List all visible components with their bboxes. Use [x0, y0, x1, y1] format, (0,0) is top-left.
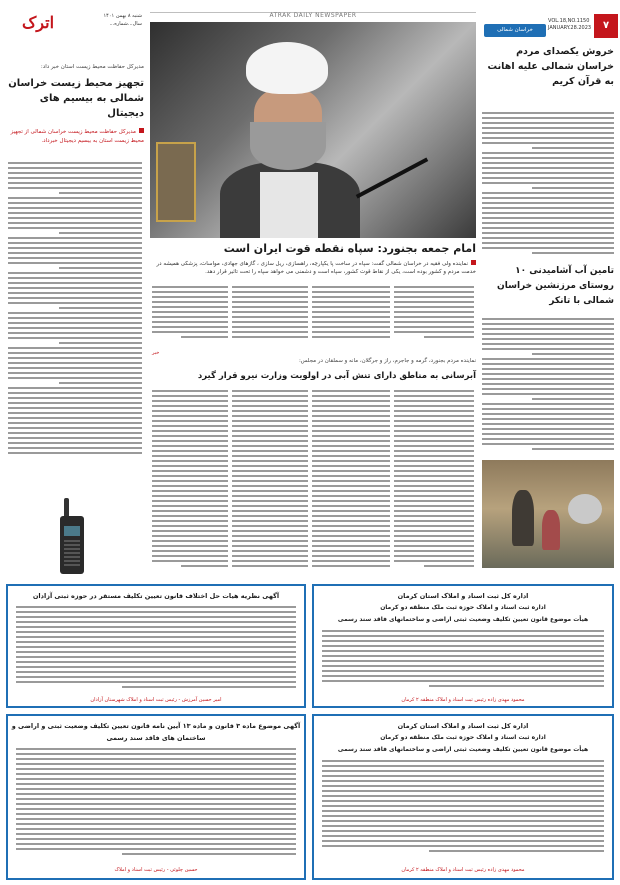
legal-notice-4	[312, 714, 614, 880]
feature-lead	[150, 260, 476, 280]
volume-number: VOL.18,NO.1150	[548, 18, 590, 24]
photo-turban	[246, 42, 328, 94]
volume-block	[548, 18, 592, 38]
photo-child	[542, 510, 560, 550]
page-number: ۷	[594, 14, 618, 38]
radio-keypad	[64, 540, 80, 566]
feature-photo	[150, 22, 476, 238]
second-story-column-1	[152, 390, 228, 574]
feature-column-3	[312, 286, 390, 346]
sidebar-quote	[6, 128, 144, 154]
date-line: شنبه ۸ بهمن ۱۴۰۱	[103, 13, 142, 19]
sidebar-body	[8, 162, 142, 488]
sidebar-headline: تجهیز محیط زیست خراسان شمالی به بیسیم های دیجیتال	[8, 78, 144, 119]
legal-notice-1	[6, 584, 306, 708]
feature-headline: امام جمعه بجنورد: سپاه نقطه قوت ایران است	[223, 242, 476, 255]
radio-screen	[64, 526, 80, 536]
second-story-kicker: نماینده مردم بجنورد، گرمه و جاجرم، راز و جرگلان، مانه و سملقان در مجلس:	[298, 358, 476, 364]
feature-lead-text: نماینده ولی فقیه در خراسان شمالی گفت: سپاه در ساخت پا یکپارچه، راهسازی، ریل سازی ، گازهای جهادی، مواسات، پزشکی همیشه در خدمت مردم و کشور بوده است، یکی از نقاط قوت کشور، سپاه است و دشمنی می خواهد سپاه را تحت تاثیر قرار دهد.	[156, 261, 476, 275]
second-story-column-4	[394, 390, 474, 574]
notice-subtitle-2: هیأت موضوع قانون تعیین تکلیف وضعیت ثبتی اراضی و ساختمانهای فاقد سند رسمی	[337, 616, 589, 623]
right-story-2-body	[482, 318, 614, 454]
photo-robe-inner	[260, 172, 318, 238]
date-block	[62, 12, 142, 36]
legal-notice-2	[312, 584, 614, 708]
newspaper-logo: اترک	[21, 13, 55, 32]
notice-subtitle-2: هیأت موضوع قانون تعیین تکلیف وضعیت ثبتی اراضی و ساختمانهای فاقد سند رسمی	[337, 746, 589, 753]
feature-column-4	[394, 286, 474, 346]
bullet-icon	[471, 260, 476, 265]
notice-subtitle: اداره ثبت اسناد و املاک حوزه ثبت ملک منطقه دو کرمان	[380, 734, 546, 741]
right-headline-1: خروش یکصدای مردم خراسان شمالی علیه اهانت به قرآن کریم	[487, 46, 614, 87]
feature-column-1	[152, 286, 228, 346]
date-english: JANUARY.28.2023	[548, 25, 592, 31]
radio-antenna-icon	[64, 498, 69, 518]
notice-signature: محمود مهدی زاده رئیس ثبت اسناد و املاک منطقه ۲ کرمان	[401, 697, 525, 703]
notice-signature: محمود مهدی زاده رئیس ثبت اسناد و املاک منطقه ۲ کرمان	[401, 867, 525, 873]
notice-body	[16, 606, 296, 690]
sidebar-kicker: مدیرکل حفاظت محیط زیست استان خبر داد:	[40, 64, 144, 70]
photo-frame-decoration	[156, 142, 196, 222]
right-story-1-body	[482, 112, 614, 258]
water-tanker-photo	[482, 460, 614, 568]
notice-signature: امیر حسین آمرزش - رئیس ثبت اسناد و املاک شهرستان آزادان	[90, 697, 222, 703]
notice-body	[322, 760, 604, 860]
second-story-column-2	[232, 390, 308, 574]
newspaper-name: ATRAK DAILY NEWSPAPER	[269, 12, 357, 19]
notice-title: اداره کل ثبت اسناد و املاک استان کرمان	[397, 722, 529, 730]
feature-column-2	[232, 286, 308, 346]
section-label: خراسان شمالی	[484, 24, 546, 37]
water-tank-icon	[568, 494, 602, 524]
second-story-headline: آبرسانی به مناطق دارای تنش آبی در اولویت وزارت نیرو قرار گیرد	[197, 371, 476, 381]
photo-beard	[250, 122, 326, 170]
news-tag: خبر	[152, 350, 160, 356]
notice-title: آگهی موضوع ماده ۳ قانون و ماده ۱۳ آیین نامه قانون تعیین تکلیف وضعیت ثبتی و اراضی و ساختمان های فاقد سند رسمی	[11, 722, 301, 742]
bullet-icon	[139, 128, 144, 133]
right-headline-2: تامین آب آشامیدنی ۱۰ روستای مرزنشین خراسان شمالی با تانکر	[497, 266, 614, 306]
notice-title: اداره کل ثبت اسناد و املاک استان کرمان	[397, 592, 529, 600]
second-story-column-3	[312, 390, 390, 574]
notice-signature: حسین چلوئی - رئیس ثبت اسناد و املاک	[114, 867, 198, 873]
microphone-icon	[356, 157, 429, 198]
issue-line: سال...شماره...	[109, 21, 142, 27]
legal-notice-3	[6, 714, 306, 880]
notice-title: آگهی نظریه هیات حل اختلاف قانون تعیین تکلیف مستقر در حوزه ثبتی آزادان	[32, 592, 280, 600]
notice-body	[322, 630, 604, 690]
photo-person	[512, 490, 534, 546]
notice-body	[16, 748, 296, 860]
notice-subtitle: اداره ثبت اسناد و املاک حوزه ثبت ملک منطقه دو کرمان	[380, 604, 546, 611]
sidebar-quote-text: مدیرکل حفاظت محیط زیست خراسان شمالی از تجهیز محیط زیست استان به بیسیم دیجیتال خبرداد.	[10, 129, 144, 144]
